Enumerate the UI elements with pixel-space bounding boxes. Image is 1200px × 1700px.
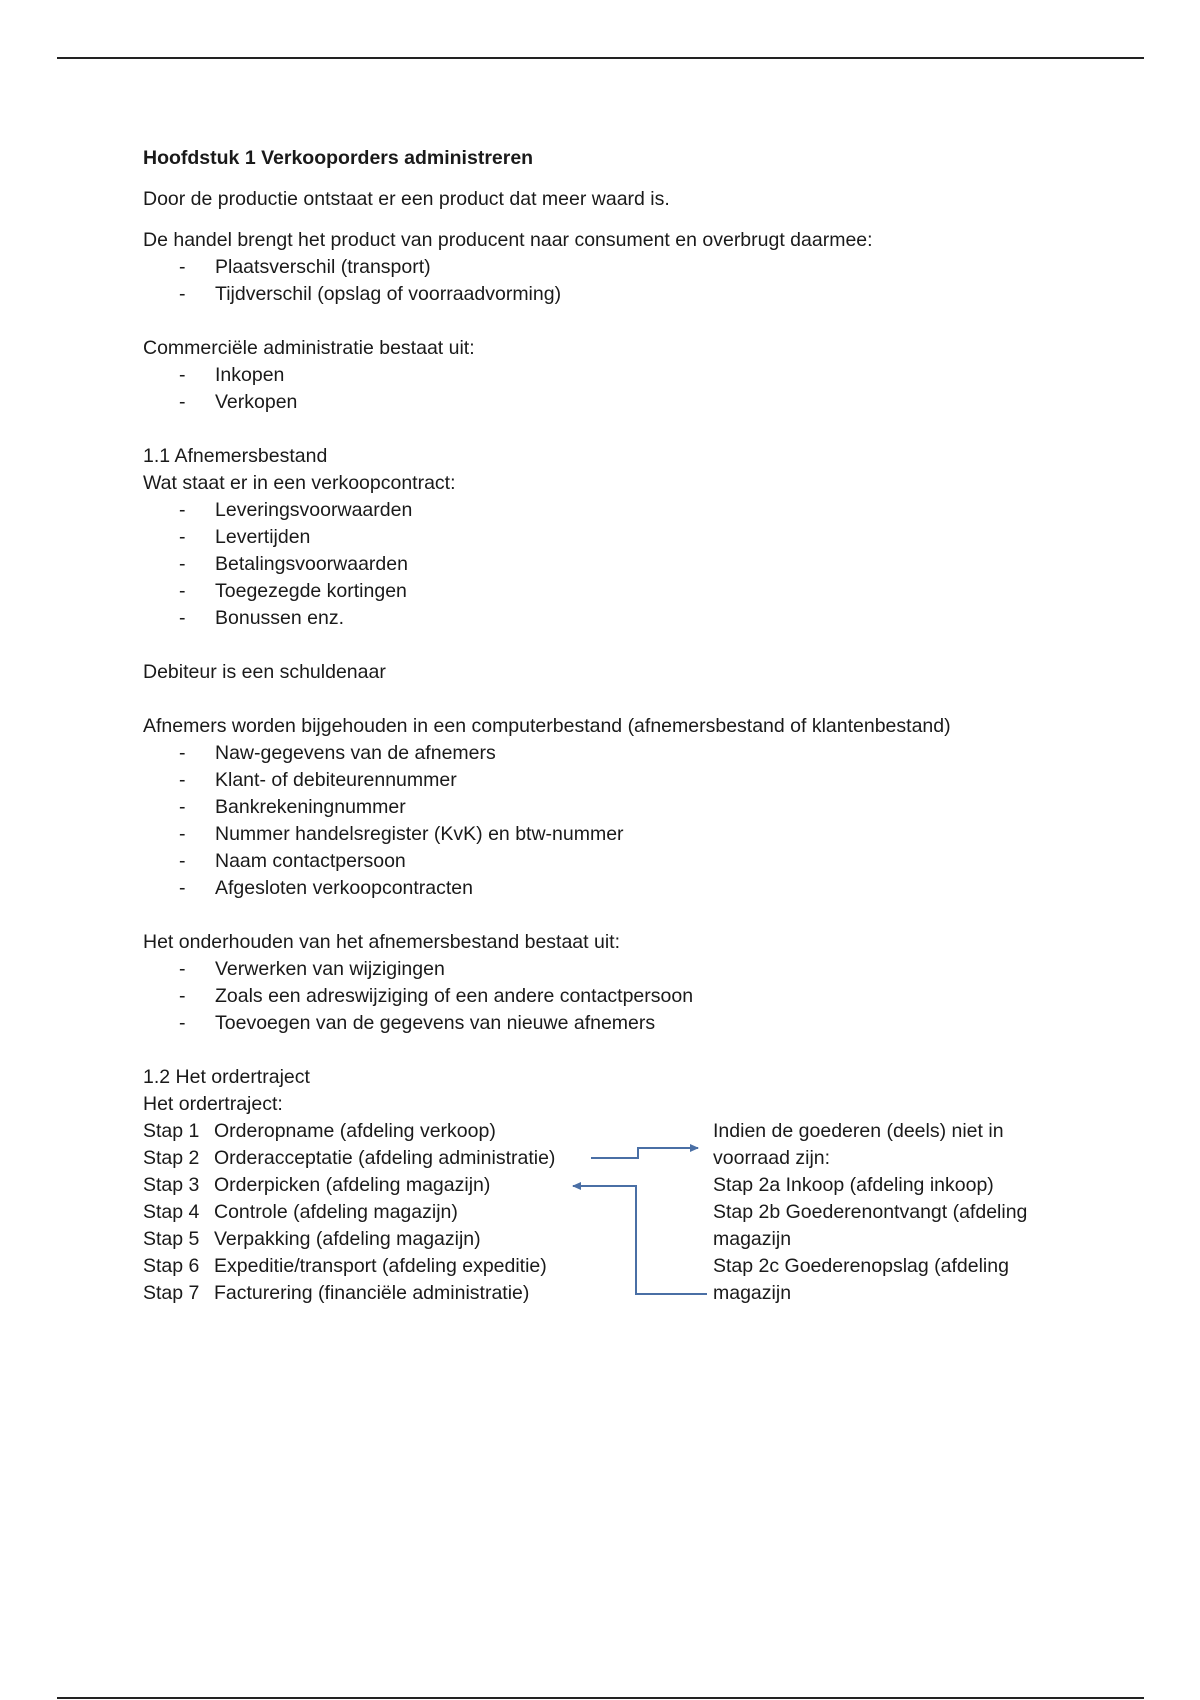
- side-note-line: Stap 2a Inkoop (afdeling inkoop): [713, 1174, 994, 1196]
- step-number: Stap 1: [143, 1120, 200, 1142]
- list-item: - Toevoegen van de gegevens van nieuwe afnemers: [143, 1010, 1103, 1037]
- list-item: - Inkopen: [143, 362, 1103, 389]
- ordertraject-subheading: Het ordertraject:: [143, 1093, 283, 1115]
- onderhoud-paragraph: Het onderhouden van het afnemersbestand bestaat uit:: [143, 931, 620, 953]
- afnemers-list: [143, 740, 1103, 902]
- list-item: - Verkopen: [143, 389, 1103, 416]
- list-item: - Levertijden: [143, 524, 1103, 551]
- afnemers-paragraph: Afnemers worden bijgehouden in een computerbestand (afnemersbestand of klantenbestand): [143, 715, 951, 737]
- list-item: - Betalingsvoorwaarden: [143, 551, 1103, 578]
- footer-rule: [57, 1697, 1144, 1699]
- list-item: - Toegezegde kortingen: [143, 578, 1103, 605]
- step-number: Stap 5: [143, 1228, 200, 1250]
- step-number: Stap 6: [143, 1255, 200, 1277]
- side-note-intro: Indien de goederen (deels) niet in voorraad zijn:: [713, 1120, 1004, 1169]
- list-item: - Nummer handelsregister (KvK) en btw-nummer: [143, 821, 1103, 848]
- list-item: - Naam contactpersoon: [143, 848, 1103, 875]
- section-heading-1-1: 1.1 Afnemersbestand: [143, 445, 328, 467]
- list-item: - Afgesloten verkoopcontracten: [143, 875, 1103, 902]
- section-heading-1-2: 1.2 Het ordertraject: [143, 1066, 310, 1088]
- list-item: - Verwerken van wijzigingen: [143, 956, 1103, 983]
- header-rule: [57, 57, 1144, 59]
- arrow-to-side-note: [591, 1148, 698, 1158]
- step-label: Orderacceptatie (afdeling administratie): [214, 1147, 556, 1169]
- step-label: Orderopname (afdeling verkoop): [214, 1120, 496, 1142]
- step-number: Stap 4: [143, 1201, 200, 1223]
- onderhoud-list: [143, 956, 1103, 1037]
- step-label: Facturering (financiële administratie): [214, 1282, 530, 1304]
- arrow-back-to-step-3: [573, 1186, 707, 1294]
- flow-arrows: [143, 1118, 713, 1338]
- trade-list: [143, 254, 1103, 308]
- list-item: - Tijdverschil (opslag of voorraadvorming): [143, 281, 1103, 308]
- list-item: - Zoals een adreswijziging of een andere contactpersoon: [143, 983, 1103, 1010]
- step-label: Expeditie/transport (afdeling expeditie): [214, 1255, 547, 1277]
- contract-question: Wat staat er in een verkoopcontract:: [143, 472, 456, 494]
- debiteur-paragraph: Debiteur is een schuldenaar: [143, 661, 386, 683]
- admin-paragraph: Commerciële administratie bestaat uit:: [143, 337, 475, 359]
- step-number: Stap 2: [143, 1147, 200, 1169]
- list-item: - Plaatsverschil (transport): [143, 254, 1103, 281]
- document-body: [143, 140, 1103, 1338]
- trade-paragraph: De handel brengt het product van producent naar consument en overbrugt daarmee:: [143, 229, 873, 251]
- list-item: - Bonussen enz.: [143, 605, 1103, 632]
- contract-list: [143, 497, 1103, 632]
- ordertraject-steps: [143, 1118, 1103, 1338]
- step-number: Stap 7: [143, 1282, 200, 1304]
- step-label: Verpakking (afdeling magazijn): [214, 1228, 481, 1250]
- side-note-line: Stap 2b Goederenontvangt (afdeling magazijn: [713, 1201, 1028, 1250]
- admin-list: [143, 362, 1103, 416]
- step-number: Stap 3: [143, 1174, 200, 1196]
- step-label: Controle (afdeling magazijn): [214, 1201, 458, 1223]
- list-item: - Bankrekeningnummer: [143, 794, 1103, 821]
- step-label: Orderpicken (afdeling magazijn): [214, 1174, 491, 1196]
- side-note: [713, 1118, 1053, 1307]
- chapter-title: Hoofdstuk 1 Verkooporders administreren: [143, 147, 534, 169]
- list-item: - Klant- of debiteurennummer: [143, 767, 1103, 794]
- list-item: - Naw-gegevens van de afnemers: [143, 740, 1103, 767]
- side-note-line: Stap 2c Goederenopslag (afdeling magazijn: [713, 1255, 1009, 1304]
- intro-paragraph: Door de productie ontstaat er een product dat meer waard is.: [143, 188, 670, 210]
- list-item: - Leveringsvoorwaarden: [143, 497, 1103, 524]
